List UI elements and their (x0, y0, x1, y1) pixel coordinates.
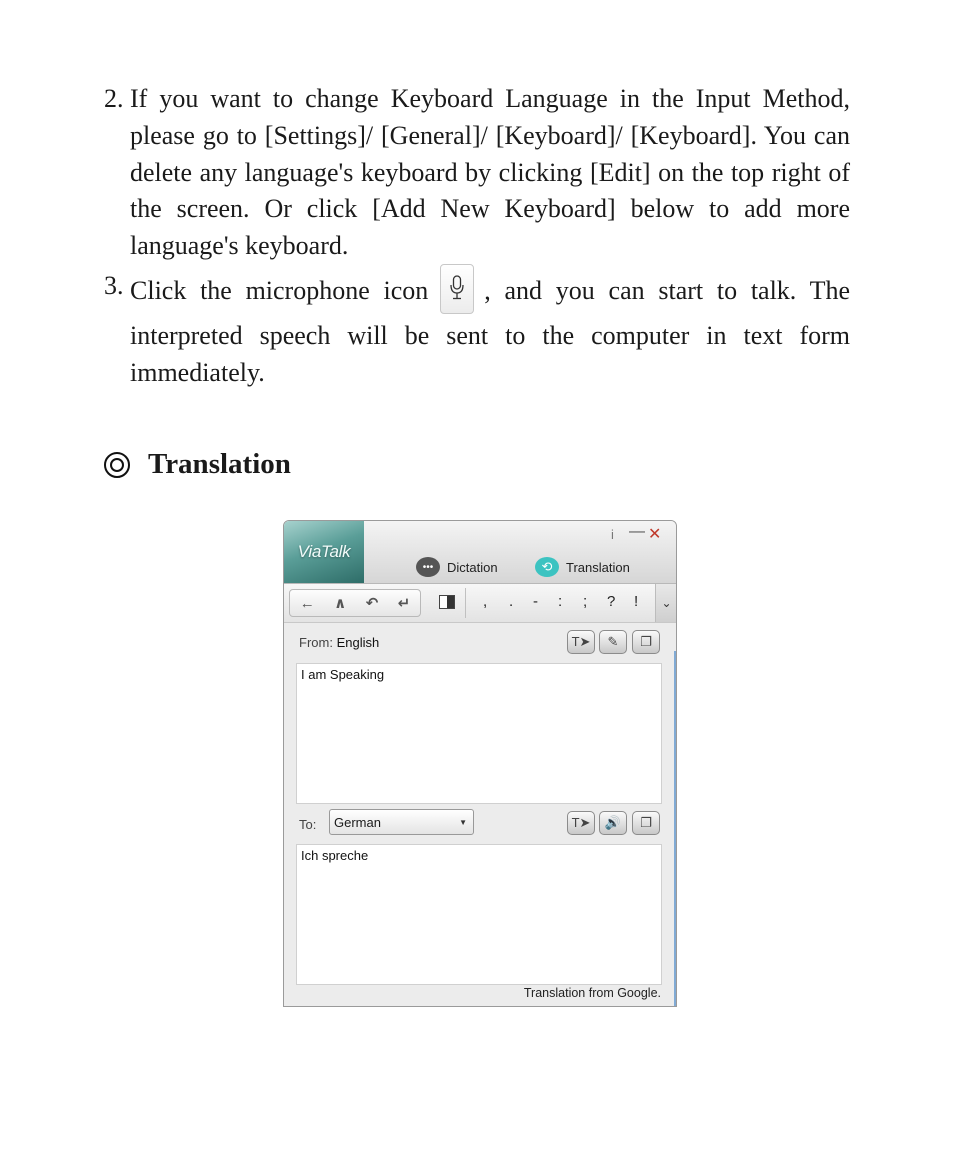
speaker-icon: 🔊 (604, 815, 622, 830)
target-language-select[interactable] (329, 809, 474, 835)
minimize-icon[interactable]: — (629, 523, 645, 540)
tab-translation-label: Translation (566, 559, 630, 575)
speech-bubble-icon: ••• (416, 557, 440, 577)
translated-text-area[interactable]: Ich spreche (296, 844, 662, 985)
close-icon[interactable]: ✕ (648, 526, 662, 543)
punctuation-question[interactable]: ? (607, 593, 616, 610)
section-title: Translation (148, 448, 291, 480)
punctuation-period[interactable]: . (509, 593, 514, 610)
punctuation-hyphen[interactable]: - (533, 593, 538, 610)
tab-translation[interactable] (535, 557, 630, 577)
viatalk-window (283, 520, 677, 1007)
toolbar-divider (465, 588, 466, 618)
viatalk-logo: ViaTalk (284, 521, 364, 583)
tab-dictation-label: Dictation (447, 559, 498, 575)
text-to-speech-button[interactable] (567, 630, 595, 654)
text-to-speech-icon: T➤ (571, 815, 591, 830)
punctuation-comma[interactable]: , (483, 593, 488, 610)
eraser-icon: ✎ (607, 634, 619, 649)
dropdown-arrow-icon: ▼ (459, 818, 467, 827)
refresh-arrows-icon: ⟲ (535, 557, 559, 577)
tab-dictation[interactable] (416, 557, 498, 577)
step-number: 2. (104, 84, 124, 113)
step-text-before-icon: Click the microphone icon (130, 275, 429, 305)
panel-toggle-icon[interactable] (439, 595, 455, 609)
double-circle-icon (104, 452, 130, 478)
caret-up-icon[interactable]: ∧ (334, 595, 347, 612)
copy-icon: ❐ (640, 815, 652, 830)
window-edge-accent (674, 651, 676, 1006)
step-number: 3. (104, 271, 124, 300)
text-to-speech-icon: T➤ (571, 634, 591, 649)
copy-icon: ❐ (640, 634, 652, 649)
step-text: If you want to change Keyboard Language in the Input Method, please go to [Settings]/ [General]/ [Keyboard]/ [Keyboard]. You can delete any language's keyboard by clicking [Edit] on the top right of the screen. Or click [Add New Keyboard] below to add more language's keyboard. (130, 84, 850, 261)
source-text-area[interactable]: I am Speaking (296, 663, 662, 804)
from-language (299, 635, 379, 650)
from-language-value: English (336, 635, 380, 650)
punctuation-exclamation[interactable]: ! (634, 593, 639, 610)
translation-credit: Translation from Google. (523, 986, 661, 1000)
nav-button-group (289, 589, 421, 617)
copy-button[interactable] (632, 811, 660, 835)
speak-button[interactable] (599, 811, 627, 835)
step-text (104, 268, 850, 392)
info-icon[interactable]: i (611, 527, 614, 542)
punctuation-semicolon[interactable]: ; (583, 593, 588, 610)
instruction-step-3 (104, 268, 850, 392)
section-heading (104, 448, 291, 481)
text-to-speech-button[interactable] (567, 811, 595, 835)
chevron-down-icon[interactable]: ⌄ (655, 584, 677, 622)
enter-icon[interactable]: ↵ (397, 595, 411, 612)
copy-button[interactable] (632, 630, 660, 654)
from-label: From: (299, 635, 333, 650)
title-bar (284, 521, 676, 584)
toolbar (284, 584, 676, 623)
punctuation-colon[interactable]: : (558, 593, 563, 610)
instruction-step-2 (104, 81, 850, 265)
microphone-icon (440, 264, 474, 314)
step-text-after-icon: , and you can start to talk. The interpreted speech will be sent to the computer in text form immediately. (130, 275, 850, 387)
undo-icon[interactable]: ↶ (365, 595, 379, 612)
clear-button[interactable] (599, 630, 627, 654)
target-language-value: German (334, 814, 381, 830)
arrow-left-icon[interactable]: ← (299, 594, 315, 612)
to-label: To: (299, 817, 317, 832)
